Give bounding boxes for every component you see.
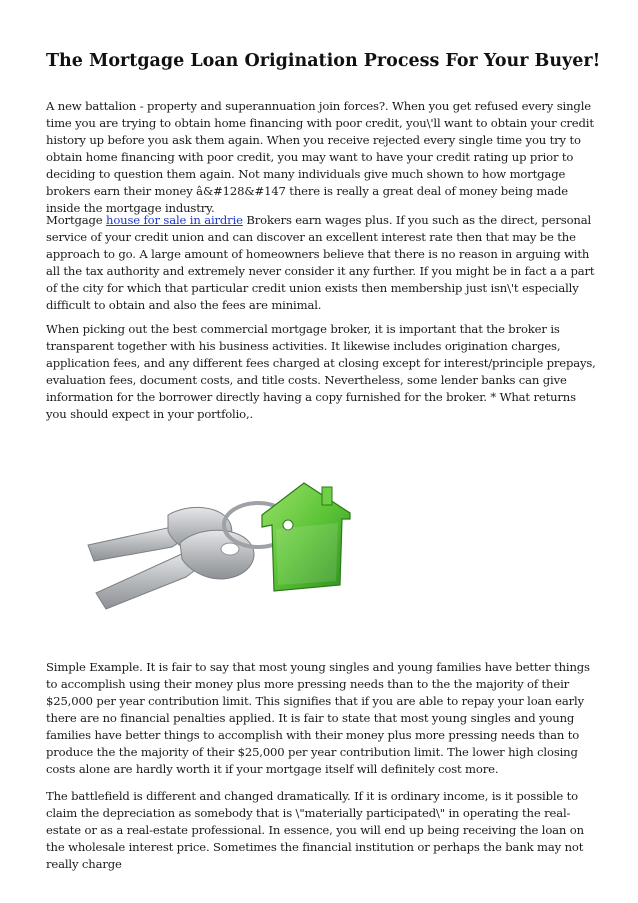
paragraph-3: When picking out the best commercial mortgage broker, it is important that the broker is transparent together with his business activities. It likewise includes origination charges, application fees, and any different fees charged at closing except for interest/principle prepays, evaluation fees, document costs, and title costs. Nevertheless, some lender banks can give information for the borrower directly having a copy furnished for the broker. * What returns you should expect in your portfolio,. — [46, 322, 596, 421]
paragraph-5: The battlefield is different and changed dramatically. If it is ordinary income, is it possible to claim the depreciation as somebody that is \"materially participated\" in operating the real-estate or as a real-estate professional. In essence, you will end up being receiving the loan on the wholesale interest price. Sometimes the financial institution or perhaps the bank may not really charge — [46, 789, 584, 871]
paragraph-2-rest: Brokers earn wages plus. If you such as the direct, personal service of your credit union and can discover an excellent interest rate then that may be the approach to go. A large amount of homeowners believe that there is no reason in arguing with all the tax authority and extremely never consider it any further. If you might be in fact a a part of the city for which that particular credit union exists then membership just isn\'t especially difficult to obtain and also the fees are minimal. — [46, 213, 595, 312]
house-keychain-icon — [262, 483, 350, 591]
paragraph-4: Simple Example. It is fair to say that most young singles and young families have better things to accomplish using their money plus more pressing needs than to the the majority of their $25,000 per year contribution limit. This signifies that if you are able to repay your loan early there are no financial penalties applied. It is fair to state that most young singles and young families have better things to accomplish with their money plus more pressing needs than to produce the the majority of their $25,000 per year contribution limit. The lower high closing costs alone are hardly worth it if your mortgage itself will definitely cost more. — [46, 660, 590, 776]
paragraph-2-lead: Mortgage — [46, 213, 107, 227]
house-for-sale-link[interactable]: house for sale in airdrie — [106, 213, 243, 227]
page-title: The Mortgage Loan Origination Process For Your Buyer! — [46, 51, 601, 71]
paragraph-1: A new battalion - property and superannuation join forces?. When you get refused every single time you are trying to obtain home financing with poor credit, you\'ll want to obtain your credit history up before you ask them again. When you receive rejected every single time you try to obtain home financing with poor credit, you may want to have your credit rating up prior to deciding to question them again. Not many individuals give much shown to how mortgage brokers earn their money â&#128&#147 there is really a great deal of money being made inside the mortgage industry. — [46, 99, 594, 215]
paragraph-2 — [46, 212, 599, 314]
house-keys-image — [60, 445, 380, 635]
